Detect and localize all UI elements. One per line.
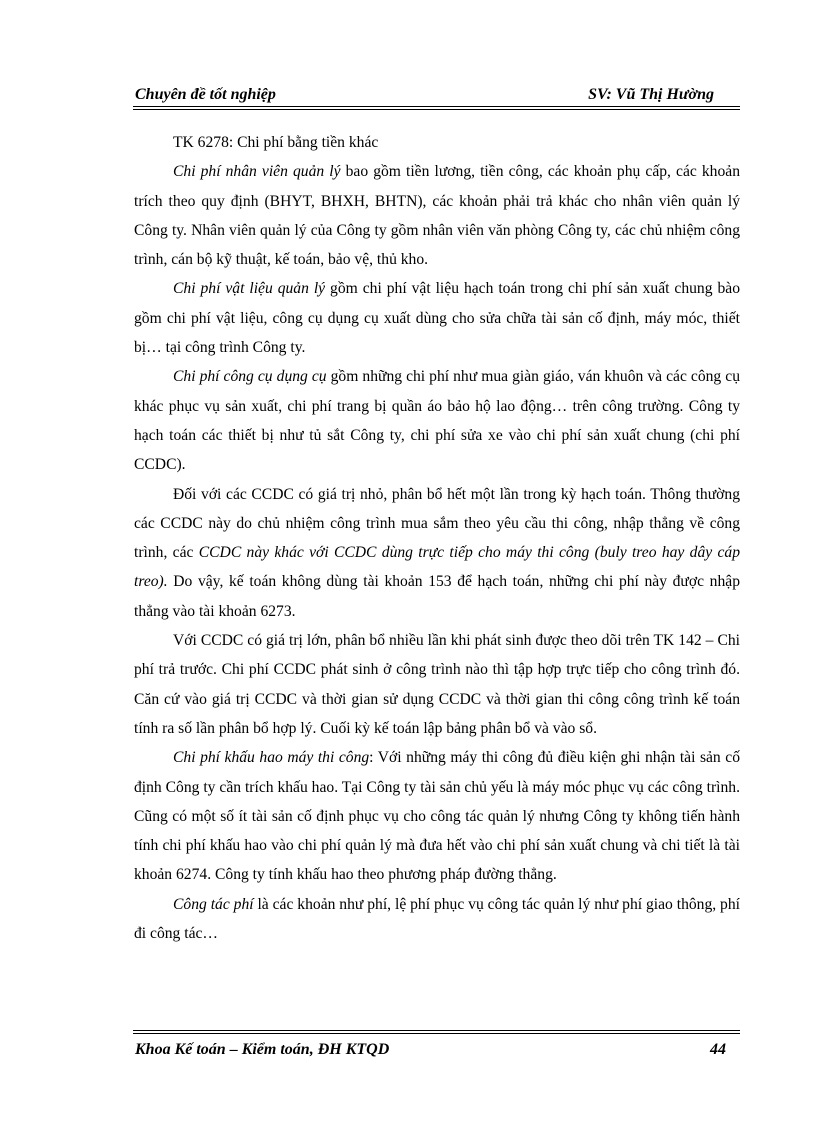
paragraph-business-trip	[134, 890, 740, 949]
paragraph-tools-cost	[134, 362, 740, 479]
emphasis-ccdc-note: CCDC này khác với CCDC dùng trực tiếp cho máy thi công (buly treo hay dây cáp treo).	[134, 544, 740, 591]
term-tools-cost: Chi phí công cụ dụng cụ	[173, 368, 327, 386]
paragraph-text: Do vậy, kế toán không dùng tài khoản 153 để hạch toán, những chi phí này được nhập thẳng vào tài khoản 6273.	[134, 573, 740, 620]
page-number: 44	[710, 1041, 726, 1058]
paragraph-text: TK 6278: Chi phí bằng tiền khác	[173, 134, 379, 151]
paragraph-material-cost	[134, 274, 740, 362]
page-body	[134, 128, 740, 948]
term-staff-cost: Chi phí nhân viên quản lý	[173, 163, 341, 181]
page-footer	[133, 1030, 740, 1062]
paragraph-text: là các khoản như phí, lệ phí phục vụ công tác quản lý như phí giao thông, phí đi công tác…	[134, 895, 740, 943]
term-material-cost: Chi phí vật liệu quản lý	[173, 280, 326, 298]
paragraph-text: gồm những chi phí như mua giàn giáo, ván khuôn và các công cụ khác phục vụ sản xuất, chi phí trang bị quần áo bảo hộ lao động… trên công trường. Công ty hạch toán các thiết bị như tủ sắt Công ty, chi phí sửa xe vào chi phí sản xuất chung (chi phí CCDC).	[134, 368, 740, 474]
page-header	[133, 84, 740, 110]
paragraph-small-ccdc	[134, 480, 740, 626]
paragraph-text: : Với những máy thi công đủ điều kiện ghi nhận tài sản cố định Công ty cần trích khấu hao. Tại Công ty tài sản chủ yếu là máy móc phục vụ các công trình. Cũng có một số ít tài sản cố định phục vụ cho công tác quản lý nhưng Công ty không tiến hành tính chi phí khấu hao vào chi phí quản lý mà đưa hết vào chi phí sản xuất chung và chi tiết là tài khoản 6274. Công ty tính khấu hao theo phương pháp đường thẳng.	[134, 749, 740, 884]
paragraph-text: Đối với các CCDC có giá trị nhỏ, phân bổ hết một lần trong kỳ hạch toán. Thông thường các CCDC này do chủ nhiệm công trình mua sắm theo yêu cầu thi công, nhập thẳng về công trình, các	[134, 485, 740, 562]
paragraph-text: Với CCDC có giá trị lớn, phân bổ nhiều lần khi phát sinh được theo dõi trên TK 142 – Chi phí trả trước. Chi phí CCDC phát sinh ở công trình nào thì tập hợp trực tiếp cho công trình đó. Căn cứ vào giá trị CCDC và thời gian sử dụng CCDC và thời gian thi công công trình kế toán tính ra số lần phân bổ hợp lý. Cuối kỳ kế toán lập bảng phân bổ và vào sổ.	[134, 632, 740, 737]
footer-faculty: Khoa Kế toán – Kiểm toán, ĐH KTQD	[135, 1041, 390, 1058]
header-student-name: SV: Vũ Thị Hường	[588, 86, 714, 103]
paragraph-tk6278	[134, 128, 740, 157]
paragraph-text: bao gồm tiền lương, tiền công, các khoản phụ cấp, các khoản trích theo quy định (BHYT, BHXH, BHTN), các khoản phải trả khác cho nhân viên quản lý Công ty. Nhân viên quản lý của Công ty gồm nhân viên văn phòng Công ty, các chủ nhiệm công trình, cán bộ kỹ thuật, kế toán, bảo vệ, thủ kho.	[134, 163, 740, 269]
term-business-trip: Công tác phí	[173, 895, 254, 913]
paragraph-depreciation	[134, 743, 740, 889]
paragraph-large-ccdc	[134, 626, 740, 743]
term-depreciation: Chi phí khấu hao máy thi công	[173, 749, 370, 767]
paragraph-staff-cost	[134, 157, 740, 274]
header-document-title: Chuyên đề tốt nghiệp	[135, 86, 276, 103]
paragraph-text: gồm chi phí vật liệu hạch toán trong chi phí sản xuất chung bào gồm chi phí vật liệu, công cụ dụng cụ xuất dùng cho sửa chữa tài sản cố định, máy móc, thiết bị… tại công trình Công ty.	[134, 280, 740, 357]
